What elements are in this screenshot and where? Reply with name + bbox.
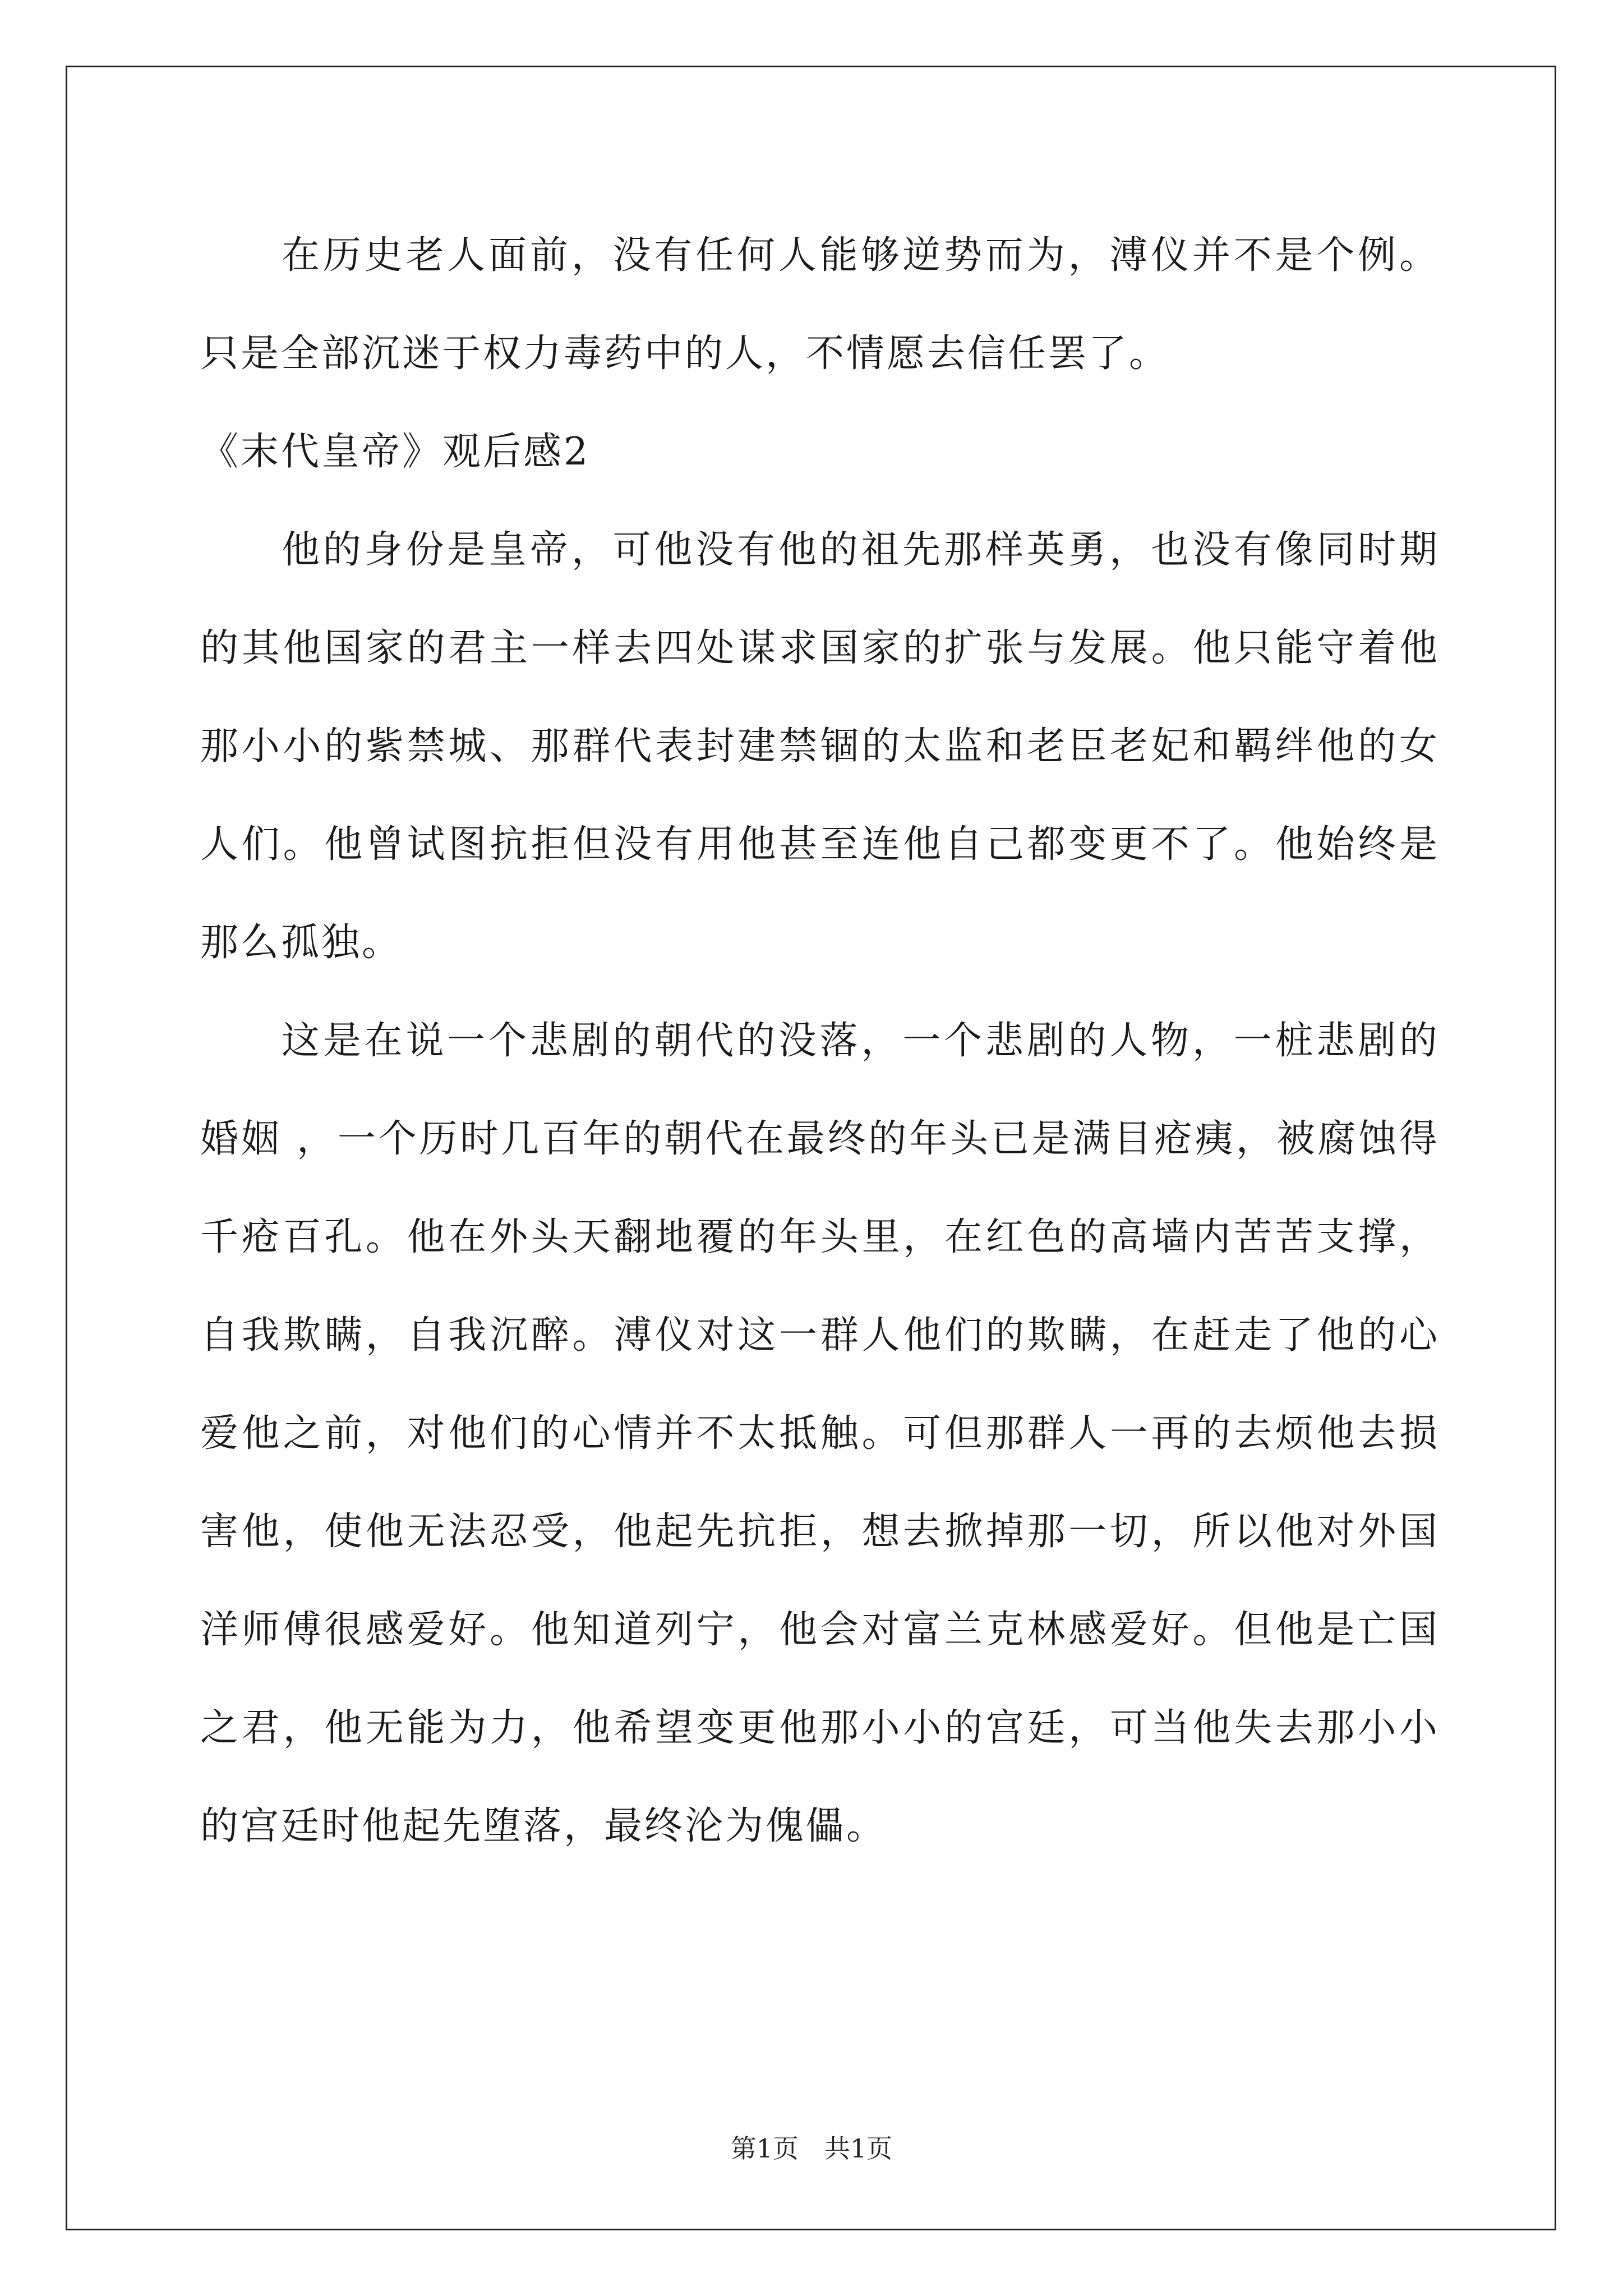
section-heading: 《末代皇帝》观后感2	[200, 430, 591, 474]
paragraph-3: 这是在说一个悲剧的朝代的没落，一个悲剧的人物，一桩悲剧的婚姻 ，一个历时几百年的朝代在最终的年头已是满目疮痍，被腐蚀得千疮百孔。他在外头天翻地覆的年头里，在红色的高墙内苦苦支撑，自我欺瞒，自我沉醉。溥仪对这一群人他们的欺瞒，在赶走了他的心爱他之前，对他们的心情并不太抵触。可但那群人一再的去烦他去损害他，使他无法忍受，他起先抗拒，想去掀掉那一切，所以他对外国洋师傅很感爱好。他知道列宁，他会对富兰克林感爱好。但他是亡国之君，他无能为力，他希望变更他那小小的宫廷，可当他失去那小小的宫廷时他起先堕落，最终沦为傀儡。	[200, 1019, 1440, 1848]
paragraph-1: 在历史老人面前，没有任何人能够逆势而为，溥仪并不是个例。只是全部沉迷于权力毒药中的人，不情愿去信任罢了。	[200, 233, 1440, 376]
paragraph-2: 他的身份是皇帝，可他没有他的祖先那样英勇，也没有像同时期的其他国家的君主一样去四处谋求国家的扩张与发展。他只能守着他那小小的紫禁城、那群代表封建禁锢的太监和老臣老妃和羁绊他的女人们。他曾试图抗拒但没有用他甚至连他自己都变更不了。他始终是那么孤独。	[200, 528, 1440, 965]
page-number-footer: 第1页 共1页	[730, 2133, 893, 2164]
document-body	[200, 206, 1440, 1875]
